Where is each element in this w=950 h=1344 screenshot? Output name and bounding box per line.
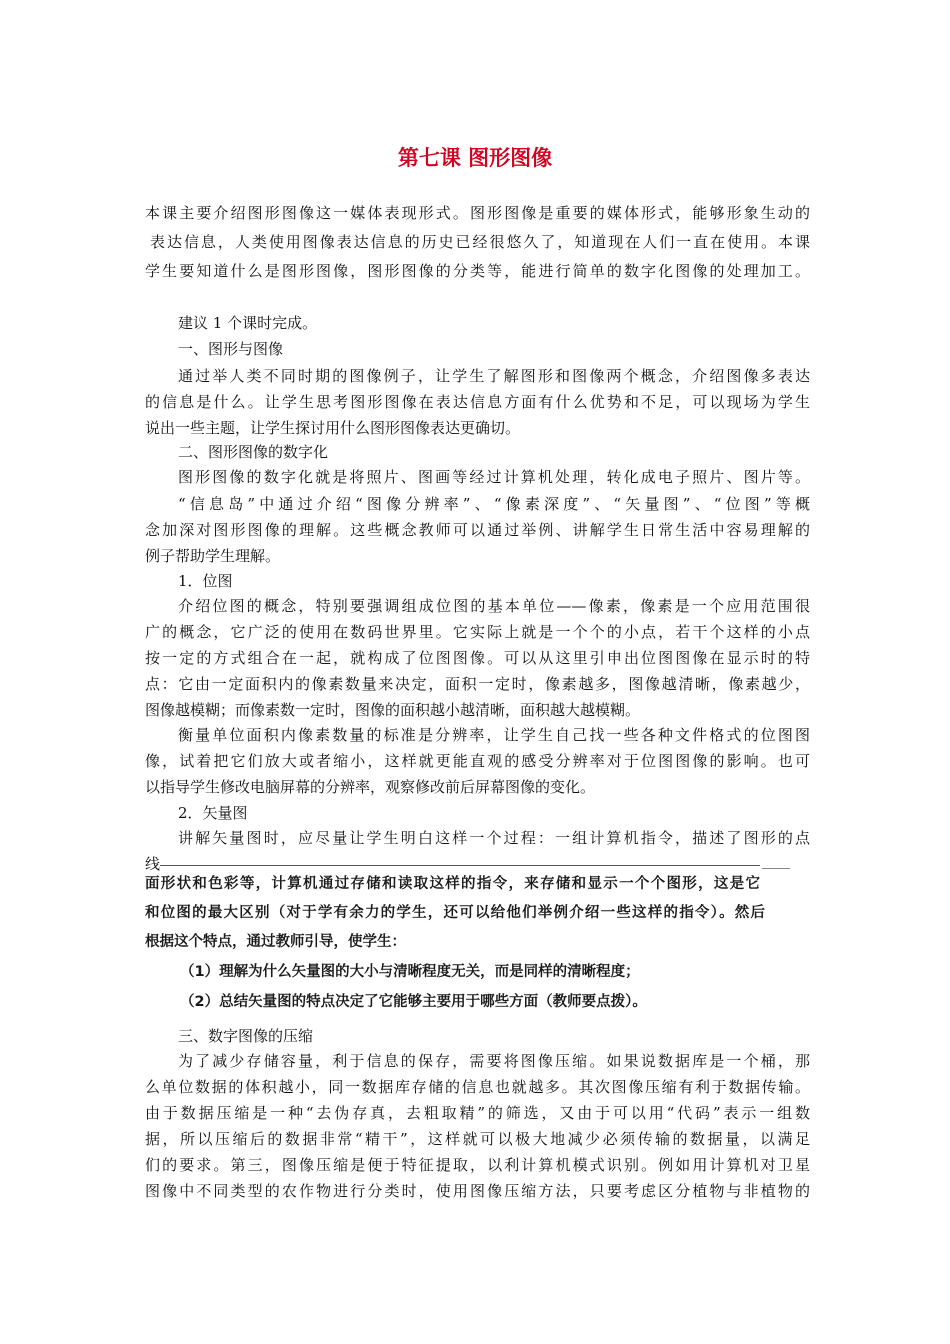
paragraph-line: 图形图像的数字化就是将照片、图画等经过计算机处理，转化成电子照片、图片等。 (178, 468, 810, 486)
scanned-line: （2）总结矢量图的特点决定了它能够主要用于哪些方面（教师要点拨）。 (180, 994, 647, 1010)
scan-edge-rule (160, 865, 760, 866)
paragraph-line: 么单位数据的体积越小，同一数据库存储的信息也就越多。其次图像压缩有利于数据传输。 (145, 1078, 810, 1096)
scan-edge-rule (762, 868, 790, 869)
paragraph-line: 说出一些主题，让学生探讨用什么图形图像表达更确切。 (145, 419, 521, 437)
paragraph-line: “信息岛”中通过介绍“图像分辨率”、“像素深度”、“矢量图”、“位图”等概 (178, 495, 810, 513)
paragraph-line: 据，所以压缩后的数据非常“精干”，这样就可以极大地减少必须传输的数据量，以满足 (145, 1130, 810, 1148)
paragraph-line: 像，试着把它们放大或者缩小，这样就更能直观的感受分辨率对于位图图像的影响。也可 (145, 752, 810, 770)
paragraph-line: 念加深对图形图像的理解。这些概念教师可以通过举例、讲解学生日常生活中容易理解的 (145, 521, 810, 539)
scanned-line: 根据这个特点，通过教师引导，使学生： (145, 934, 406, 950)
scanned-line: 面形状和色彩等，计算机通过存储和读取这样的指令，来存储和显示一个个图形，这是它 (145, 876, 760, 892)
paragraph-line: 线 (145, 855, 161, 873)
paragraph-line: 衡量单位面积内像素数量的标准是分辨率，让学生自己找一些各种文件格式的位图图 (178, 726, 810, 744)
intro-line: 学生要知道什么是图形图像，图形图像的分类等，能进行简单的数字化图像的处理加工。 (145, 262, 810, 280)
paragraph-line: 由于数据压缩是一种“去伪存真，去粗取精”的筛选，又由于可以用“代码”表示一组数 (145, 1104, 810, 1122)
scanned-line: （1）理解为什么矢量图的大小与清晰程度无关，而是同样的清晰程度； (180, 964, 640, 980)
paragraph-line: 通过举人类不同时期的图像例子，让学生了解图形和图像两个概念，介绍图像多表达 (178, 367, 810, 385)
section3-heading: 三、数字图像的压缩 (178, 1027, 314, 1045)
paragraph-line: 讲解矢量图时，应尽量让学生明白这样一个过程：一组计算机指令，描述了图形的点 (178, 829, 810, 847)
paragraph-line: 为了减少存储容量，利于信息的保存，需要将图像压缩。如果说数据库是一个桶，那 (178, 1052, 810, 1070)
paragraph-line: 的信息是什么。让学生思考图形图像在表达信息方面有什么优势和不足，可以现场为学生 (145, 393, 810, 411)
vector-heading: 2．矢量图 (178, 804, 248, 822)
suggest-text: 建议 1 个课时完成。 (178, 314, 318, 332)
paragraph-line: 们的要求。第三，图像压缩是便于特征提取，以利计算机模式识别。例如用计算机对卫星 (145, 1156, 810, 1174)
section2-heading: 二、图形图像的数字化 (178, 443, 329, 461)
intro-line: 表达信息，人类使用图像表达信息的历史已经很悠久了，知道现在人们一直在使用。本课 (150, 233, 810, 251)
page-title: 第七课 图形图像 (397, 146, 553, 170)
paragraph-line: 按一定的方式组合在一起，就构成了位图图像。可以从这里引申出位图图像在显示时的特 (145, 649, 810, 667)
paragraph-line: 点：它由一定面积内的像素数量来决定，面积一定时，像素越多，图像越清晰，像素越少， (145, 675, 810, 693)
paragraph-line: 广的概念，它广泛的使用在数码世界里。它实际上就是一个个的小点，若干个这样的小点 (145, 623, 810, 641)
paragraph-line: 图像越模糊；而像素数一定时，图像的面积越小越清晰，面积越大越模糊。 (145, 701, 641, 719)
intro-line: 本课主要介绍图形图像这一媒体表现形式。图形图像是重要的媒体形式，能够形象生动的 (145, 204, 810, 222)
section1-heading: 一、图形与图像 (178, 340, 284, 358)
scanned-line: 和位图的最大区别（对于学有余力的学生，还可以给他们举例介绍一些这样的指令）。然后 (145, 905, 765, 921)
bitmap-heading: 1．位图 (178, 572, 233, 590)
paragraph-line: 例子帮助学生理解。 (145, 547, 281, 565)
paragraph-line: 介绍位图的概念，特别要强调组成位图的基本单位——像素，像素是一个应用范围很 (178, 597, 810, 615)
paragraph-line: 以指导学生修改电脑屏幕的分辨率，观察修改前后屏幕图像的变化。 (145, 778, 596, 796)
paragraph-line: 图像中不同类型的农作物进行分类时，使用图像压缩方法，只要考虑区分植物与非植物的 (145, 1182, 810, 1200)
